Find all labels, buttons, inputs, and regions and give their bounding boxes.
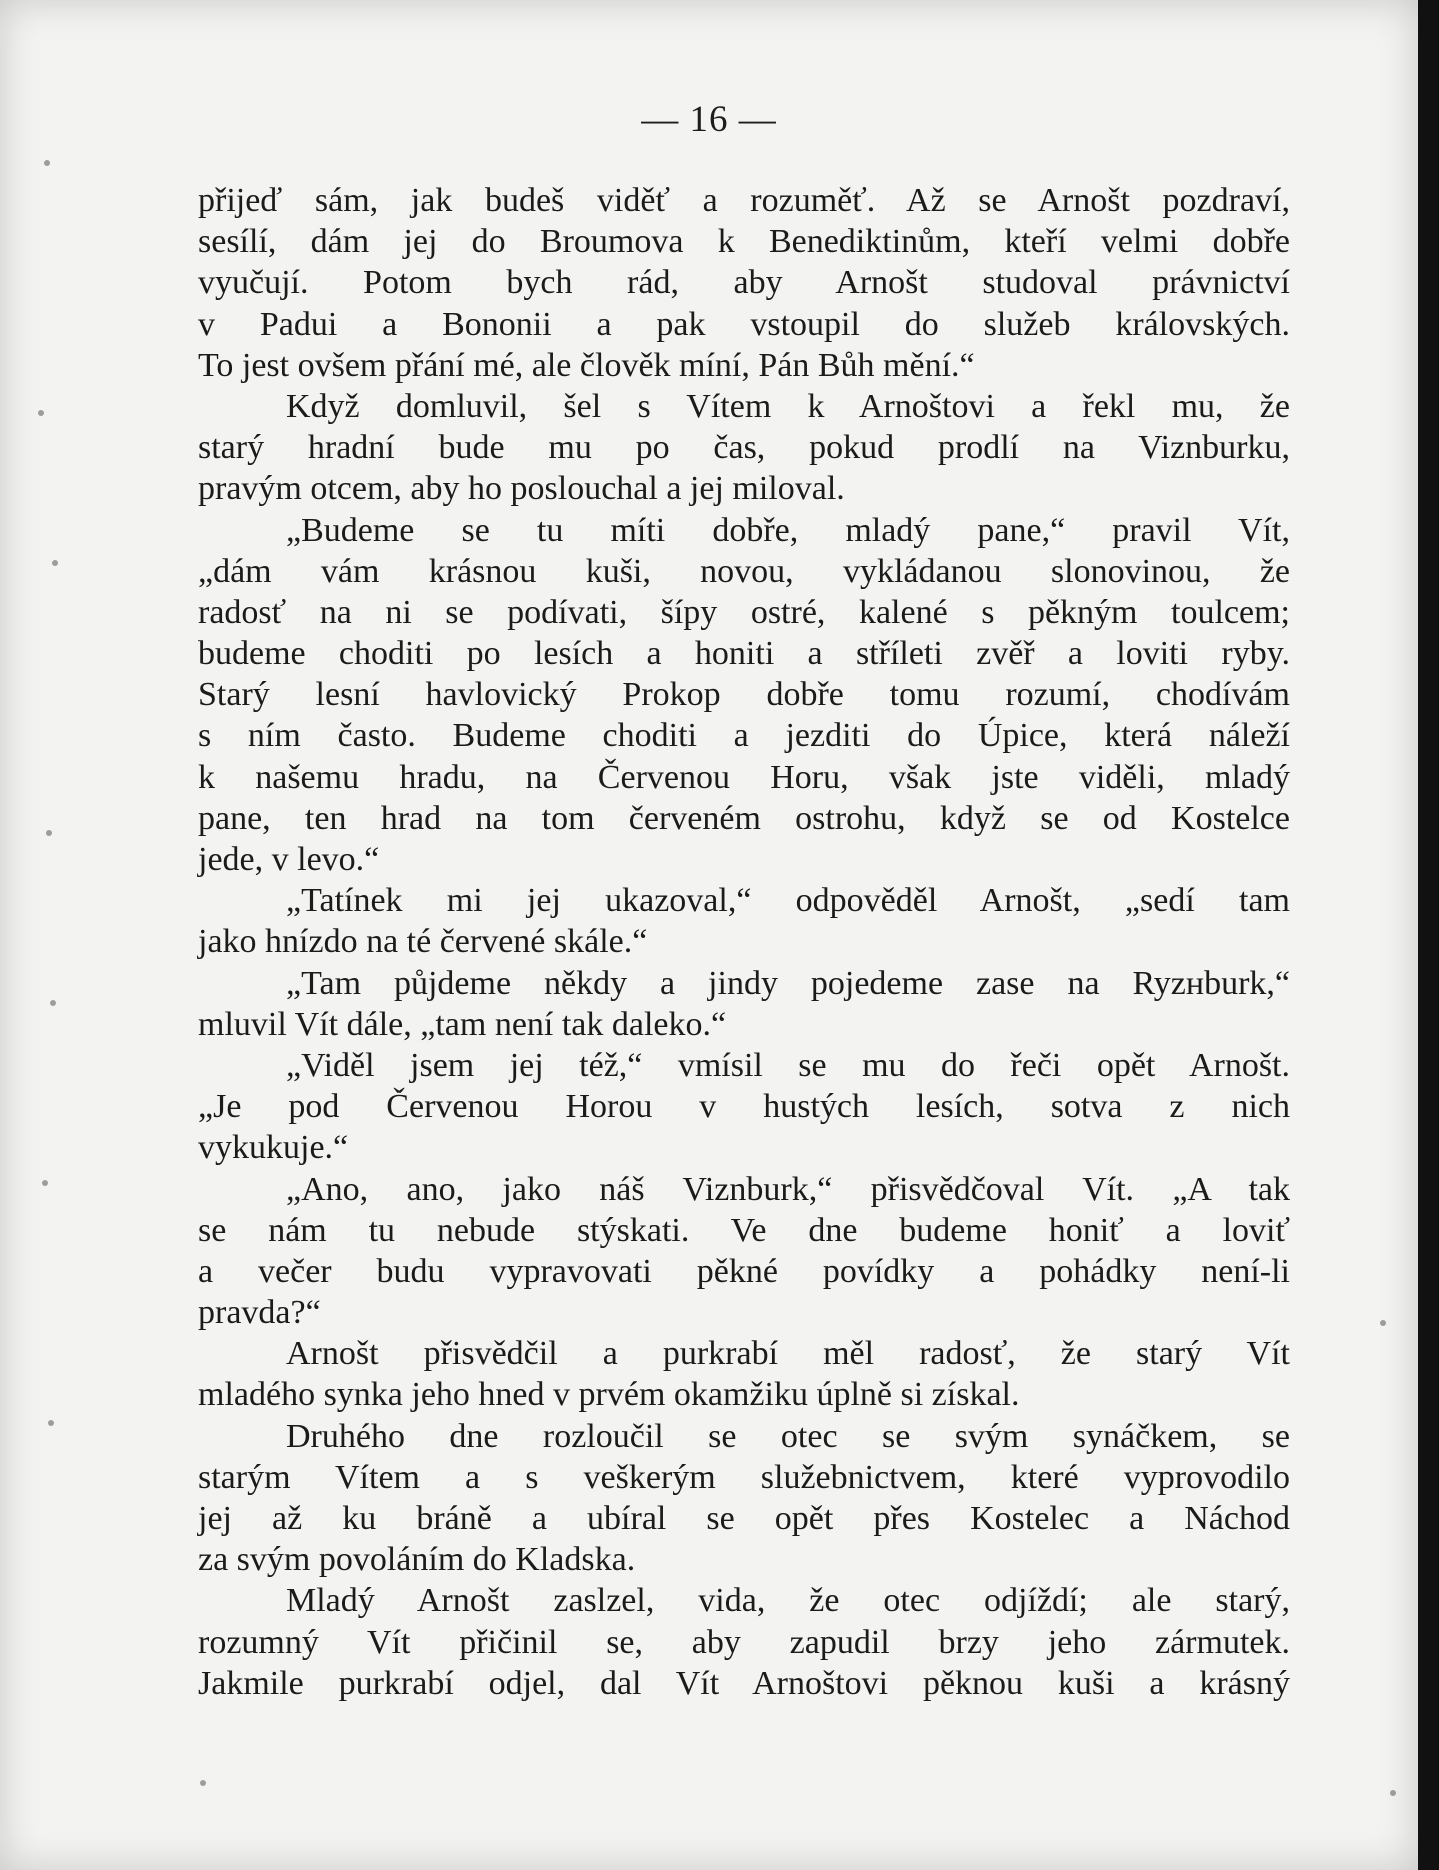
text-line: jako hnízdo na té červené skále.“: [198, 923, 648, 961]
scan-speck: [48, 1420, 54, 1426]
text-line: „Je pod Červenou Horou v hustých lesích, sotva z nich: [198, 1088, 1290, 1126]
text-line: s ním často. Budeme choditi a jezditi do Úpice, která náleží: [198, 717, 1290, 755]
text-line: starým Vítem a s veškerým služebnictvem, které vyprovodilo: [198, 1458, 1290, 1496]
text-line: „Tatínek mi jej ukazoval,“ odpověděl Arnošt, „sedí tam: [286, 882, 1290, 920]
text-line: za svým povoláním do Kladska.: [198, 1541, 636, 1579]
text-line: a večer budu vypravovati pěkné povídky a pohádky není-li: [198, 1252, 1290, 1290]
text-line: „Ano, ano, jako náš Viznburk,“ přisvědčoval Vít. „A tak: [286, 1170, 1290, 1208]
text-line: budeme choditi po lesích a honiti a stříleti zvěř a loviti ryby.: [198, 635, 1290, 673]
text-line: pane, ten hrad na tom červeném ostrohu, když se od Kostelce: [198, 799, 1290, 837]
text-line: v Padui a Bononii a pak vstoupil do služeb královských.: [198, 305, 1290, 343]
text-line: Když domluvil, šel s Vítem k Arnoštovi a řekl mu, že: [286, 387, 1290, 425]
text-line: Jakmile purkrabí odjel, dal Vít Arnoštovi pěknou kuši a krásný: [198, 1664, 1290, 1702]
text-line: „Budeme se tu míti dobře, mladý pane,“ pravil Vít,: [286, 511, 1290, 549]
text-line: mluvil Vít dále, „tam není tak daleko.“: [198, 1005, 727, 1043]
scan-speck: [1390, 1790, 1396, 1796]
text-line: sesílí, dám jej do Broumova k Benediktinům, kteří velmi dobře: [198, 223, 1290, 261]
text-line: „Tam půjdeme někdy a jindy pojedeme zase na Ryzнburk,“: [286, 964, 1290, 1002]
scan-speck: [52, 560, 58, 566]
text-line: pravda?“: [198, 1294, 321, 1332]
text-line: přijeď sám, jak budeš viděť a rozuměť. Až se Arnošt pozdraví,: [198, 182, 1290, 219]
text-line: rozumný Vít přičinil se, aby zapudil brzy jeho zármutek.: [198, 1623, 1290, 1661]
text-line: Arnošt přisvědčil a purkrabí měl radosť, že starý Vít: [286, 1335, 1290, 1373]
text-line: vyučují. Potom bych rád, aby Arnošt studoval právnictví: [198, 264, 1290, 302]
scan-speck: [38, 410, 44, 416]
page-number: — 16 —: [641, 99, 777, 140]
text-line: vykukuje.“: [198, 1129, 349, 1167]
text-line: Druhého dne rozloučil se otec se svým synáčkem, se: [286, 1417, 1290, 1455]
text-line: pravým otcem, aby ho poslouchal a jej miloval.: [198, 470, 845, 508]
text-line: k našemu hradu, na Červenou Horu, však jste viděli, mladý: [198, 758, 1290, 796]
text-line: mladého synka jeho hned v prvém okamžiku úplně si získal.: [198, 1376, 1020, 1414]
text-line: radosť na ni se podívati, šípy ostré, kalené s pěkným toulcem;: [198, 593, 1290, 631]
scan-edge: [1418, 0, 1439, 1870]
text-line: Mladý Arnošt zaslzel, vida, že otec odjíždí; ale starý,: [286, 1582, 1290, 1620]
text-line: „dám vám krásnou kuši, novou, vykládanou slonovinou, že: [198, 552, 1290, 590]
text-line: jede, v levo.“: [198, 841, 380, 878]
body-text: [198, 180, 1290, 1704]
scan-speck: [42, 1180, 48, 1186]
scan-speck: [200, 1780, 206, 1786]
text-line: jej až ku bráně a ubíral se opět přes Kostelec a Náchod: [198, 1500, 1290, 1537]
scan-speck: [50, 1000, 56, 1006]
text-line: starý hradní bude mu po čas, pokud prodlí na Viznburku,: [198, 429, 1290, 467]
scan-speck: [44, 160, 50, 166]
text-line: To jest ovšem přání mé, ale člověk míní, Pán Bůh mění.“: [198, 346, 975, 384]
scan-speck: [1380, 1320, 1386, 1326]
text-line: se nám tu nebude stýskati. Ve dne budeme honiť a loviť: [198, 1211, 1290, 1249]
scan-speck: [46, 830, 52, 836]
text-line: Starý lesní havlovický Prokop dobře tomu rozumí, chodívám: [198, 676, 1290, 714]
text-line: „Viděl jsem jej též,“ vmísil se mu do řeči opět Arnošt.: [286, 1046, 1290, 1084]
